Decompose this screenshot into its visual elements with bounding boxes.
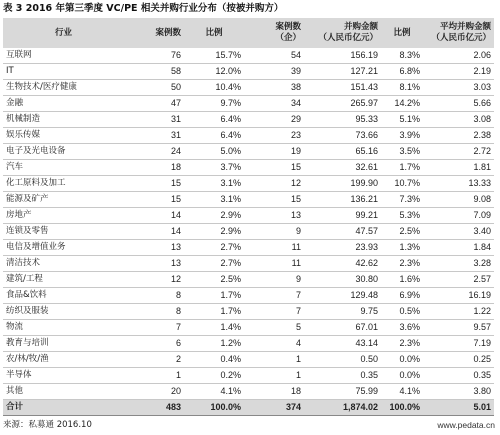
- industry-cell: 房地产: [3, 208, 124, 224]
- value-cell: 2.7%: [184, 240, 244, 256]
- value-cell: 3.80: [423, 384, 494, 400]
- table-row: [3, 288, 494, 304]
- value-cell: 2.38: [423, 128, 494, 144]
- value-cell: 10.4%: [184, 80, 244, 96]
- value-cell: 8.1%: [381, 80, 423, 96]
- value-cell: 14: [124, 208, 184, 224]
- value-cell: 7: [244, 288, 304, 304]
- industry-cell: 电信及增值业务: [3, 240, 124, 256]
- industry-cell: 建筑/工程: [3, 272, 124, 288]
- value-cell: 0.0%: [381, 352, 423, 368]
- industry-cell: 其他: [3, 384, 124, 400]
- value-cell: 1.81: [423, 160, 494, 176]
- value-cell: 6.9%: [381, 288, 423, 304]
- industry-cell: 农/林/牧/渔: [3, 352, 124, 368]
- value-cell: 47: [124, 96, 184, 112]
- value-cell: 15: [124, 176, 184, 192]
- value-cell: 15: [124, 192, 184, 208]
- value-cell: 58: [124, 64, 184, 80]
- watermark: www.pedata.cn: [437, 420, 495, 430]
- value-cell: 136.21: [304, 192, 381, 208]
- value-cell: 12.0%: [184, 64, 244, 80]
- value-cell: 7: [124, 320, 184, 336]
- value-cell: 8: [124, 304, 184, 320]
- total-row: [3, 400, 494, 416]
- value-cell: 156.19: [304, 48, 381, 64]
- value-cell: 129.48: [304, 288, 381, 304]
- value-cell: 65.16: [304, 144, 381, 160]
- value-cell: 5.01: [423, 400, 494, 416]
- table-row: [3, 304, 494, 320]
- value-cell: 3.1%: [184, 192, 244, 208]
- value-cell: 20: [124, 384, 184, 400]
- value-cell: 11: [244, 240, 304, 256]
- value-cell: 11: [244, 256, 304, 272]
- value-cell: 2.57: [423, 272, 494, 288]
- column-header: 案例数: [124, 18, 184, 48]
- value-cell: 24: [124, 144, 184, 160]
- value-cell: 38: [244, 80, 304, 96]
- value-cell: 5.0%: [184, 144, 244, 160]
- column-header: 行业: [3, 18, 124, 48]
- table-row: [3, 336, 494, 352]
- value-cell: 0.5%: [381, 304, 423, 320]
- industry-cell: 食品&饮料: [3, 288, 124, 304]
- table-row: [3, 80, 494, 96]
- value-cell: 6: [124, 336, 184, 352]
- industry-distribution-table: [3, 18, 494, 416]
- value-cell: 9.75: [304, 304, 381, 320]
- value-cell: 15: [244, 160, 304, 176]
- value-cell: 31: [124, 112, 184, 128]
- value-cell: 12: [244, 176, 304, 192]
- value-cell: 4: [244, 336, 304, 352]
- value-cell: 1: [244, 352, 304, 368]
- industry-cell: 教育与培训: [3, 336, 124, 352]
- industry-cell: 娱乐传媒: [3, 128, 124, 144]
- value-cell: 18: [124, 160, 184, 176]
- value-cell: 15.7%: [184, 48, 244, 64]
- column-header: 案例数 （企）: [244, 18, 304, 48]
- value-cell: 5.1%: [381, 112, 423, 128]
- value-cell: 23.93: [304, 240, 381, 256]
- value-cell: 9: [244, 272, 304, 288]
- value-cell: 2.3%: [381, 256, 423, 272]
- value-cell: 0.2%: [184, 368, 244, 384]
- value-cell: 16.19: [423, 288, 494, 304]
- industry-cell: 化工原料及加工: [3, 176, 124, 192]
- industry-cell: 连锁及零售: [3, 224, 124, 240]
- value-cell: 13: [124, 256, 184, 272]
- value-cell: 2.06: [423, 48, 494, 64]
- value-cell: 2: [124, 352, 184, 368]
- table-row: [3, 352, 494, 368]
- value-cell: 3.08: [423, 112, 494, 128]
- value-cell: 7: [244, 304, 304, 320]
- value-cell: 0.35: [423, 368, 494, 384]
- value-cell: 0.35: [304, 368, 381, 384]
- industry-cell: 物流: [3, 320, 124, 336]
- value-cell: 2.9%: [184, 208, 244, 224]
- value-cell: 7.09: [423, 208, 494, 224]
- value-cell: 6.4%: [184, 112, 244, 128]
- value-cell: 6.4%: [184, 128, 244, 144]
- value-cell: 2.19: [423, 64, 494, 80]
- value-cell: 2.3%: [381, 336, 423, 352]
- table-row: [3, 208, 494, 224]
- column-header: 比例: [184, 18, 244, 48]
- table-row: [3, 384, 494, 400]
- value-cell: 30.80: [304, 272, 381, 288]
- value-cell: 10.7%: [381, 176, 423, 192]
- value-cell: 95.33: [304, 112, 381, 128]
- value-cell: 5: [244, 320, 304, 336]
- table-row: [3, 48, 494, 64]
- value-cell: 99.21: [304, 208, 381, 224]
- value-cell: 1.2%: [184, 336, 244, 352]
- industry-cell: 金融: [3, 96, 124, 112]
- value-cell: 43.14: [304, 336, 381, 352]
- value-cell: 8.3%: [381, 48, 423, 64]
- value-cell: 265.97: [304, 96, 381, 112]
- table-row: [3, 64, 494, 80]
- value-cell: 0.0%: [381, 368, 423, 384]
- value-cell: 3.9%: [381, 128, 423, 144]
- footer: [3, 418, 495, 432]
- value-cell: 12: [124, 272, 184, 288]
- value-cell: 1: [124, 368, 184, 384]
- value-cell: 100.0%: [381, 400, 423, 416]
- value-cell: 3.7%: [184, 160, 244, 176]
- value-cell: 39: [244, 64, 304, 80]
- industry-cell: 电子及光电设备: [3, 144, 124, 160]
- value-cell: 76: [124, 48, 184, 64]
- table-body: [3, 48, 494, 416]
- value-cell: 7.3%: [381, 192, 423, 208]
- value-cell: 13: [244, 208, 304, 224]
- table-row: [3, 240, 494, 256]
- value-cell: 0.4%: [184, 352, 244, 368]
- table-row: [3, 320, 494, 336]
- value-cell: 67.01: [304, 320, 381, 336]
- value-cell: 18: [244, 384, 304, 400]
- value-cell: 7.19: [423, 336, 494, 352]
- value-cell: 50: [124, 80, 184, 96]
- value-cell: 1.3%: [381, 240, 423, 256]
- value-cell: 2.5%: [381, 224, 423, 240]
- value-cell: 3.6%: [381, 320, 423, 336]
- table-row: [3, 96, 494, 112]
- table-row: [3, 176, 494, 192]
- column-header: 并购金额 （人民币亿元）: [304, 18, 381, 48]
- value-cell: 100.0%: [184, 400, 244, 416]
- industry-cell: 能源及矿产: [3, 192, 124, 208]
- value-cell: 29: [244, 112, 304, 128]
- value-cell: 9: [244, 224, 304, 240]
- column-header: 比例: [381, 18, 423, 48]
- table-row: [3, 368, 494, 384]
- value-cell: 0.50: [304, 352, 381, 368]
- table-row: [3, 112, 494, 128]
- value-cell: 73.66: [304, 128, 381, 144]
- value-cell: 9.57: [423, 320, 494, 336]
- value-cell: 9.7%: [184, 96, 244, 112]
- table-row: [3, 144, 494, 160]
- value-cell: 4.1%: [381, 384, 423, 400]
- value-cell: 3.1%: [184, 176, 244, 192]
- value-cell: 75.99: [304, 384, 381, 400]
- value-cell: 31: [124, 128, 184, 144]
- value-cell: 1.4%: [184, 320, 244, 336]
- value-cell: 0.25: [423, 352, 494, 368]
- value-cell: 151.43: [304, 80, 381, 96]
- value-cell: 5.66: [423, 96, 494, 112]
- value-cell: 3.03: [423, 80, 494, 96]
- industry-cell: 清洁技术: [3, 256, 124, 272]
- value-cell: 2.7%: [184, 256, 244, 272]
- value-cell: 4.1%: [184, 384, 244, 400]
- value-cell: 1.7%: [184, 288, 244, 304]
- value-cell: 47.57: [304, 224, 381, 240]
- value-cell: 54: [244, 48, 304, 64]
- industry-cell: 汽车: [3, 160, 124, 176]
- source-note: 来源：私募通 2016.10: [3, 420, 92, 430]
- table-row: [3, 128, 494, 144]
- value-cell: 5.3%: [381, 208, 423, 224]
- header-row: [3, 18, 494, 48]
- value-cell: 34: [244, 96, 304, 112]
- value-cell: 42.62: [304, 256, 381, 272]
- value-cell: 14: [124, 224, 184, 240]
- value-cell: 1.84: [423, 240, 494, 256]
- value-cell: 1.22: [423, 304, 494, 320]
- value-cell: 13.33: [423, 176, 494, 192]
- value-cell: 23: [244, 128, 304, 144]
- value-cell: 1.7%: [184, 304, 244, 320]
- table-row: [3, 224, 494, 240]
- table-row: [3, 160, 494, 176]
- value-cell: 2.72: [423, 144, 494, 160]
- table-title: 表 3 2016 年第三季度 VC/PE 相关并购行业分布（按被并购方）: [3, 3, 284, 14]
- industry-cell: 生物技术/医疗健康: [3, 80, 124, 96]
- value-cell: 2.9%: [184, 224, 244, 240]
- value-cell: 127.21: [304, 64, 381, 80]
- value-cell: 6.8%: [381, 64, 423, 80]
- value-cell: 1.7%: [381, 160, 423, 176]
- value-cell: 8: [124, 288, 184, 304]
- value-cell: 3.28: [423, 256, 494, 272]
- table-row: [3, 192, 494, 208]
- value-cell: 32.61: [304, 160, 381, 176]
- value-cell: 3.5%: [381, 144, 423, 160]
- value-cell: 1.6%: [381, 272, 423, 288]
- industry-cell: 合计: [3, 400, 124, 416]
- industry-cell: 半导体: [3, 368, 124, 384]
- table-row: [3, 256, 494, 272]
- value-cell: 9.08: [423, 192, 494, 208]
- value-cell: 374: [244, 400, 304, 416]
- value-cell: 13: [124, 240, 184, 256]
- value-cell: 2.5%: [184, 272, 244, 288]
- value-cell: 14.2%: [381, 96, 423, 112]
- table-row: [3, 272, 494, 288]
- column-header: 平均并购金额 （人民币亿元）: [423, 18, 494, 48]
- value-cell: 1,874.02: [304, 400, 381, 416]
- value-cell: 19: [244, 144, 304, 160]
- value-cell: 199.90: [304, 176, 381, 192]
- value-cell: 15: [244, 192, 304, 208]
- value-cell: 483: [124, 400, 184, 416]
- industry-cell: 纺织及服装: [3, 304, 124, 320]
- value-cell: 3.40: [423, 224, 494, 240]
- industry-cell: 互联网: [3, 48, 124, 64]
- value-cell: 1: [244, 368, 304, 384]
- industry-cell: IT: [3, 64, 124, 80]
- industry-cell: 机械制造: [3, 112, 124, 128]
